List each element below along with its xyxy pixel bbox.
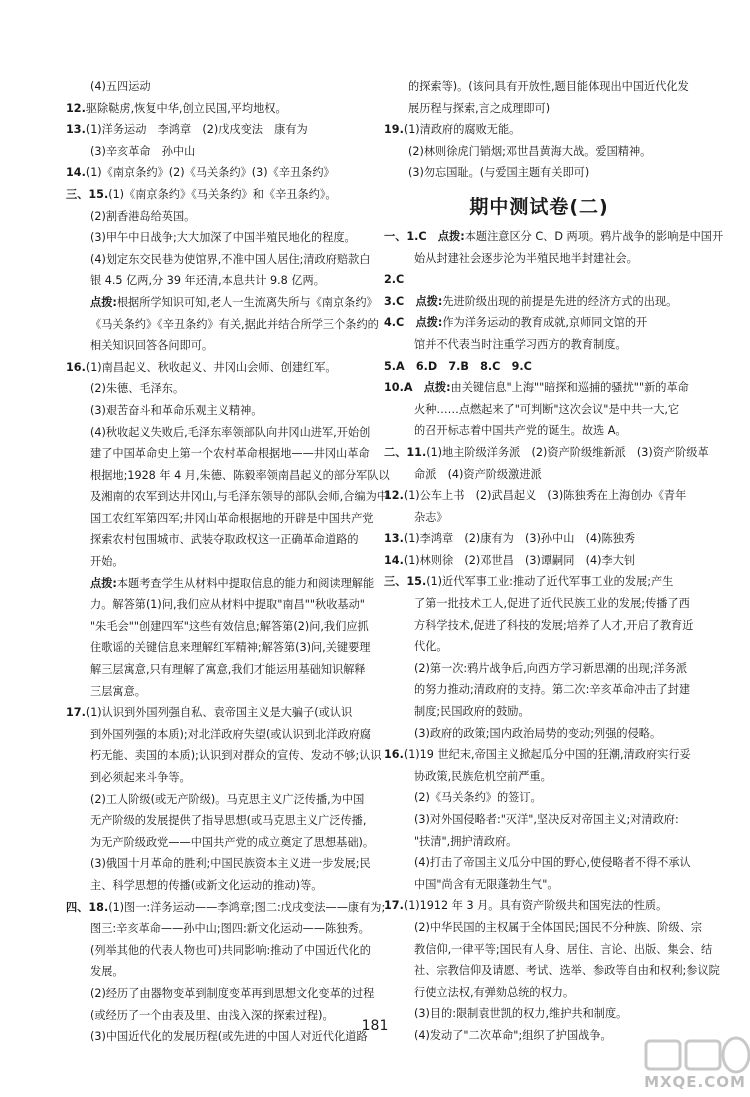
answer-text: 探索农村包围城市、武装夺取政权这一正确革命道路的 [90, 533, 359, 547]
answer-line [66, 983, 375, 1005]
answer-text: (1)洋务运动 李鸿章 (2)戊戌变法 康有为 [85, 123, 308, 137]
answer-line [384, 723, 694, 745]
answer-text: 方科学技术,促进了科技的发展;培养了人才,开启了教育近 [414, 618, 694, 632]
answer-text: (1)公车上书 (2)武昌起义 (3)陈独秀在上海创办《青年 [403, 489, 687, 503]
answer-text: (列举其他的代表人物也可)共同影响:推动了中国近代化的 [90, 943, 371, 957]
answer-line [66, 940, 371, 962]
answer-text: (3)辛亥革命 孙中山 [90, 144, 196, 158]
answer-text: 及湘南的农军到达井冈山,与毛泽东领导的部队会师,合编为中 [90, 490, 388, 504]
answer-text: (3)中国近代化的发展历程(或先进的中国人对近代化道路 [90, 1030, 368, 1044]
answer-line [384, 982, 694, 1004]
question-number: 10.A [384, 381, 413, 395]
answer-text: 主、科学思想的传播(或新文化运动的推动)等。 [90, 878, 323, 892]
answer-line [66, 551, 371, 573]
answer-line [384, 636, 694, 658]
question-number: 2.C [384, 273, 405, 287]
hint-label: 点拨: [90, 576, 117, 590]
answer-line [384, 528, 694, 550]
answer-text: 无产阶级的发展提供了指导思想(或马克思主义广泛传播, [90, 814, 367, 828]
watermark-logo [640, 1035, 750, 1097]
answer-line [384, 442, 709, 464]
answer-line [66, 961, 371, 983]
answer-text: 解三层寓意,只有理解了寓意,我们才能运用基础知识解释 [90, 663, 366, 677]
answer-line [384, 615, 694, 637]
answer-text: 根据所学知识可知,老人一生流离失所与《南京条约》 [116, 295, 378, 309]
answer-text: (1)清政府的腐败无能。 [403, 123, 521, 137]
left-column [66, 76, 390, 1048]
answer-text: (2)第一次:鸦片战争后,向西方学习新思潮的出现;洋务派 [414, 661, 688, 675]
answer-line [384, 701, 694, 723]
question-number: 5.A 6.D 7.B 8.C 9.C [384, 359, 532, 373]
answer-line [66, 918, 371, 940]
answer-line [384, 831, 694, 853]
answer-line [66, 486, 388, 508]
question-number: 13. [66, 123, 86, 137]
answer-text: (3)甲午中日战争;大大加深了中国半殖民地化的程度。 [90, 231, 356, 245]
answer-line [66, 292, 378, 314]
answer-text: 银 4.5 亿两,分 39 年还清,本息共计 9.8 亿两。 [90, 274, 325, 288]
answer-text: (1)19 世纪末,帝国主义掀起瓜分中国的狂潮,清政府实行妥 [403, 748, 691, 762]
answer-line [66, 875, 371, 897]
answer-line [384, 874, 694, 896]
answer-line [66, 443, 371, 465]
answer-line [384, 679, 694, 701]
answer-line [384, 658, 694, 680]
page-number: 181 [361, 1018, 389, 1034]
answer-text: 社、宗教信仰及请愿、考试、选举、参政等自由和权利;参议院 [414, 964, 720, 978]
answer-text: 图三:辛亥革命——孙中山;图四:新文化运动——陈独秀。 [90, 922, 370, 936]
hint-label: 点拨: [437, 229, 465, 243]
answer-line [66, 357, 371, 379]
answer-line [384, 593, 694, 615]
answer-text: (3)勿忘国耻。(与爱国主题有关即可) [408, 166, 590, 180]
answer-line [384, 226, 724, 248]
answer-line [384, 895, 694, 917]
answer-line [66, 508, 374, 530]
answer-line [66, 594, 371, 616]
answer-line [66, 616, 371, 638]
question-number: 17. [384, 899, 404, 913]
answer-line [66, 98, 371, 120]
answer-text: (1)林则徐 (2)邓世昌 (3)谭嗣同 (4)李大钊 [403, 553, 636, 567]
answer-text: 为无产阶级政党——中国共产党的成立奠定了思想基础)。 [90, 835, 375, 849]
answer-text: (4)发动了"二次革命";组织了护国战争。 [414, 1028, 612, 1042]
answer-line [384, 766, 694, 788]
question-number: 三、15. [66, 187, 109, 201]
section-title: 期中测试卷(二) [469, 195, 609, 218]
answer-text: (1)图一:洋务运动——李鸿章;图二:戊戌变法——康有为; [108, 900, 386, 914]
answer-text: 建了中国革命史上第一个农村革命根据地——井冈山革命 [90, 447, 370, 461]
answer-text: (3)艰苦奋斗和革命乐观主义精神。 [90, 403, 263, 417]
answer-line [66, 162, 371, 184]
answer-text: (2)林则徐虎门销烟;邓世昌黄海大战。爱国精神。 [408, 144, 652, 158]
answer-text: 命派 (4)资产阶级激进派 [414, 467, 542, 481]
watermark-text: MXQE.COM [644, 1073, 746, 1091]
answer-text: (3)目的:限制袁世凯的权力,维护共和制度。 [414, 1007, 628, 1021]
answer-text: 协政策,民族危机空前严重。 [414, 769, 552, 783]
answer-text: (3)俄国十月革命的胜利;中国民族资本主义进一步发展;民 [90, 857, 371, 871]
answer-line [66, 832, 375, 854]
question-number: 14. [66, 166, 86, 180]
answer-text: 相关知识回答各问即可。 [90, 339, 214, 353]
answer-text: 中国"尚含有无限蓬勃生气"。 [414, 877, 559, 891]
answer-text: 由关键信息"上海""暗探和巡捕的骚扰""新的革命 [450, 381, 689, 395]
answer-line [66, 659, 371, 681]
hint-label: 点拨: [415, 316, 443, 330]
answer-line [66, 745, 382, 767]
answer-line [66, 767, 371, 789]
answer-text: (1)认识到外国列强自私、袁帝国主义是大骗子(或认识 [85, 706, 353, 720]
answer-line [384, 399, 694, 421]
question-number: 16. [384, 748, 404, 762]
answer-text: 驱除鞑虏,恢复中华,创立民国,平均地权。 [85, 101, 287, 115]
answer-text: (或经历了一个由表及里、由浅入深的探索过程)。 [90, 1008, 334, 1022]
hint-label: 点拨: [415, 294, 443, 308]
answer-text: (1)地主阶级洋务派 (2)资产阶级维新派 (3)资产阶级革 [426, 445, 709, 459]
answer-line [384, 291, 694, 313]
answer-line [66, 314, 379, 336]
answer-line [384, 550, 694, 572]
answer-text: 发展。 [90, 965, 124, 979]
answer-line [384, 485, 694, 507]
answer-text: (2)割香港岛给英国。 [90, 209, 196, 223]
answer-line [384, 76, 694, 98]
answer-line [384, 119, 694, 141]
answer-line [384, 334, 694, 356]
answer-text: "扶清",拥护清政府。 [414, 834, 518, 848]
answer-line [66, 119, 371, 141]
answer-line [66, 270, 371, 292]
answer-line [384, 464, 694, 486]
answer-line [384, 269, 694, 291]
answer-line [66, 141, 371, 163]
answer-text: 根据地;1928 年 4 月,朱德、陈毅率领南昌起义的部分军队以 [90, 468, 390, 482]
answer-text: (4)打击了帝国主义瓜分中国的野心,使侵略者不得不承认 [414, 856, 691, 870]
answer-line [384, 939, 713, 961]
question-number: 12. [384, 489, 404, 503]
answer-line [384, 141, 694, 163]
hint-label: 点拨: [90, 295, 117, 309]
answer-line [66, 227, 371, 249]
answer-text: (2)工人阶级(或无产阶级)。马克思主义广泛传播,为中国 [90, 792, 365, 806]
answer-line [66, 789, 371, 811]
question-number: 14. [384, 553, 404, 567]
answer-line [66, 573, 375, 595]
answer-text: (2)经历了由器物变革到制度变革再到思想文化变革的过程 [90, 986, 375, 1000]
answer-text: (3)对外国侵略者:"灭洋",坚决反对帝国主义;对清政府: [414, 813, 679, 826]
right-column [384, 76, 724, 1047]
answer-text: 到外国列强的本质);对北洋政府失望(或认识到北洋政府腐 [90, 727, 371, 741]
question-number: 17. [66, 706, 86, 720]
answer-text: (4)秋收起义失败后,毛泽东率领部队向井冈山进军,开始创 [90, 425, 371, 439]
question-number: 一、1.C [384, 229, 427, 243]
answer-line [66, 206, 371, 228]
question-number: 19. [384, 123, 404, 137]
answer-text: (1)《南京条约》(2)《马关条约》(3)《辛丑条约》 [85, 166, 335, 180]
answer-line [384, 377, 694, 399]
answer-text: 力。解答第(1)问,我们应从材料中提取"南昌""秋收基动" [90, 598, 365, 612]
answer-line [66, 529, 371, 551]
answer-line [384, 852, 694, 874]
answer-line [384, 356, 694, 378]
answer-text: 展历程与探索,言之成理即可) [408, 101, 551, 115]
question-number: 4.C [384, 316, 405, 330]
answer-text: 杂志》 [414, 510, 448, 524]
answer-line [66, 465, 390, 487]
answer-text: 的努力推动;清政府的支持。第二次:辛亥革命冲击了封建 [414, 683, 691, 697]
answer-line [384, 787, 694, 809]
answer-line [66, 897, 386, 919]
answer-line [384, 809, 694, 831]
question-number: 三、15. [384, 575, 427, 589]
answer-text: 作为洋务运动的教育成就,京师同文馆的开 [442, 316, 648, 330]
answer-line [66, 853, 371, 875]
watermark-stamp-icon [640, 1035, 750, 1075]
question-number: 16. [66, 360, 86, 374]
answer-text: (1)南昌起义、秋收起义、井冈山会师、创建红军。 [85, 360, 337, 374]
answer-text: 《马关条约》《辛丑条约》有关,据此并结合所学三个条约的 [90, 317, 379, 331]
answer-line [66, 702, 371, 724]
answer-line [66, 681, 371, 703]
answer-line [384, 248, 694, 270]
answer-line [384, 420, 694, 442]
answer-line [66, 422, 371, 444]
answer-line [66, 637, 371, 659]
answer-line [66, 810, 371, 832]
answer-text: (1)近代军事工业:推动了近代军事工业的发展;产生 [426, 575, 674, 589]
answer-text: 的探索等)。(该问具有开放性,题目能体现出中国近代化发 [408, 80, 689, 93]
answer-text: 本题考查学生从材料中提取信息的能力和阅读理解能 [116, 576, 375, 590]
answer-text: 火种……点燃起来了"可判断"这次会议"是中共一大,它 [414, 402, 680, 416]
answer-text: 朽无能、卖国的本质);认识到对群众的宣传、发动不够;认识 [90, 749, 382, 763]
answer-line [384, 744, 694, 766]
question-number: 二、11. [384, 445, 427, 459]
answer-text: 三层寓意。 [90, 684, 146, 698]
answer-text: (2)朱德、毛泽东。 [90, 382, 185, 396]
answer-text: (1)1912 年 3 月。具有资产阶级共和国宪法的性质。 [403, 899, 668, 913]
answer-line [384, 571, 694, 593]
answer-text: "朱毛会""创建四军"这些有效信息;解答第(2)问,我们应抓 [90, 619, 369, 633]
answer-text: 始从封建社会逐步沦为半殖民地半封建社会。 [414, 251, 638, 265]
answer-text: (4)五四运动 [90, 80, 151, 93]
question-number: 四、18. [66, 900, 109, 914]
answer-text: 教信仰,一律平等;国民有人身、居住、言论、出版、集会、结 [414, 942, 713, 956]
answer-text: 的召开标志着中国共产党的诞生。故选 A。 [414, 424, 627, 438]
answer-text: (4)划定东交民巷为使馆界,不准中国人居住;清政府赔款白 [90, 252, 371, 266]
answer-line [66, 249, 371, 271]
answer-line [66, 400, 371, 422]
answer-line [66, 335, 371, 357]
answer-text: (3)政府的政策;国内政治局势的变动;列强的侵略。 [414, 726, 662, 740]
answer-line [66, 724, 371, 746]
question-number: 12. [66, 101, 86, 115]
hint-label: 点拨: [423, 381, 451, 395]
answer-text: 馆并不代表当时注重学习西方的教育制度。 [414, 337, 627, 351]
answer-line [66, 184, 371, 206]
answer-text: (1)李鸿章 (2)康有为 (3)孙中山 (4)陈独秀 [403, 532, 636, 546]
answer-line [384, 917, 703, 939]
right-top-answers [384, 76, 694, 184]
answer-text: 先进阶级出现的前提是先进的经济方式的出现。 [442, 294, 678, 308]
answer-text: 国工农红军第四军;井冈山革命根据地的开辟是中国共产党 [90, 511, 374, 525]
answer-line [384, 507, 694, 529]
answer-text: 制度;民国政府的鼓励。 [414, 705, 530, 719]
answer-text: 行使立法权,有弹劾总统的权力。 [414, 985, 575, 999]
answer-text: (2)《马关条约》的签订。 [414, 791, 542, 805]
answer-text: 住歌谣的关键信息来理解红军精神;解答第(3)问,关键要理 [90, 641, 371, 655]
answer-text: 到必须起来斗争等。 [90, 771, 191, 784]
answer-text: 了第一批技术工人,促进了近代民族工业的发展;传播了西 [414, 597, 690, 611]
answer-line [384, 960, 720, 982]
answer-text: (2)中华民国的主权属于全体国民;国民不分种族、阶级、宗 [414, 920, 703, 934]
answer-text: 本题注意区分 C、D 两项。鸦片战争的影响是中国开 [464, 229, 724, 243]
right-bottom-answers [384, 226, 724, 1047]
answer-line [66, 378, 371, 400]
answer-text: 代化。 [414, 640, 448, 654]
answer-line [384, 312, 694, 334]
answer-line [384, 162, 694, 184]
question-number: 3.C [384, 294, 405, 308]
answer-line [66, 76, 371, 98]
question-number: 13. [384, 532, 404, 546]
answer-text: 开始。 [90, 555, 124, 569]
answer-text: (1)《南京条约》《马关条约》和《辛丑条约》。 [108, 187, 337, 201]
answer-line [384, 98, 694, 120]
